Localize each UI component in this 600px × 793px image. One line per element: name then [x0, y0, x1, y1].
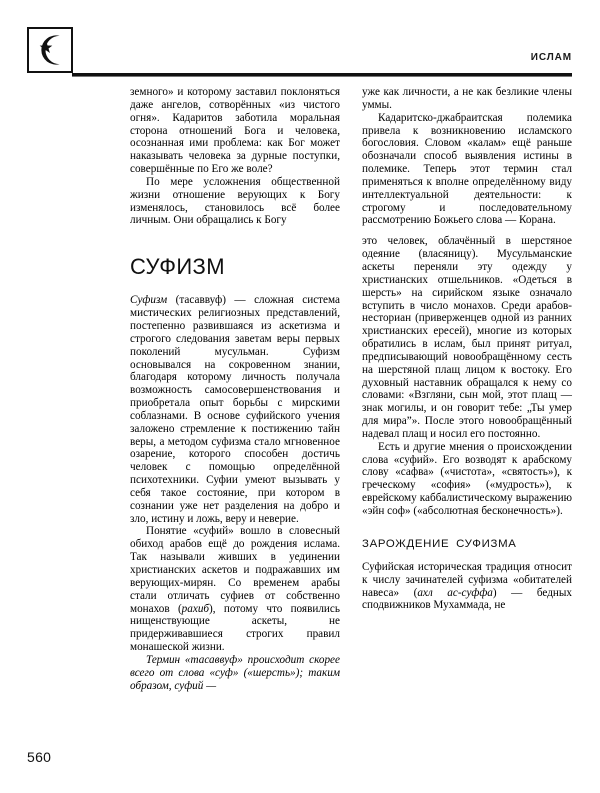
paragraph-sufism-definition-text: (тасаввуф) — сложная система мистических религиозных представлений, постепенно развившаяся из аскетизма и строгого следования заветам веры первых поколений мусульман. Суфизм основывался на сокровенном знании, благодаря которому личность получала возможность самосовершенствования и приобретала опыт борьбы с мирскими соблазнами. В основе суфийского учения заложено стремление к постижению тайн веры, а методом суфизма стало мгновенное озарение, которого способен достичь человек с помощью определённой психотехники. Суфии умеют вызывать у себя такое состояние, при котором в сознании уже нет разделения на добро и зло, истину и ложь, веру и неверие. [130, 294, 340, 525]
paragraph-sufi-origins [362, 561, 572, 612]
header-emblem-box [27, 27, 73, 73]
header-divider-rule [72, 73, 572, 76]
running-header-title: ИСЛАМ [530, 52, 572, 63]
paragraph-woolen-garb: это человек, облачённый в шерстяное одеяние (власяницу). Мусульманские аскеты переняли эту одежду у христианских отшельников. «Одеться в шерсть» на сирийском языке означало вступить в число монахов. Среди арабов-несториан (приверженцев одной из ранних христианских ересей), многие из которых обратились в ислам, был принят ритуал, предписывающий новообращённому сесть на шерстяной плащ лицом к востоку. Его духовный наставник обращался к нему со словами: «Взгляни, сын мой, этот плащ — знак могилы, и он говорит тебе: „Ты умер для мира”». После этого новообращённый надевал плащ и носил его постоянно. [362, 235, 572, 440]
paragraph-sufi-origins-end: ) — бедных сподвижников Мухаммада, не [362, 586, 572, 612]
paragraph: По мере усложнения общественной жизни отношение верующих к Богу изменялось, становилось всё более личным. Они обращались к Богу [130, 175, 340, 227]
paragraph-kalam: Кадаритско-джабраитская полемика привела к возникновению исламского богословия. Словом «калам» ещё раньше обозначали способ выявления истины в полемике. Теперь этот термин стал применяться к вполне определённому виду интеллектуальной деятельности: к строгому и последовательному рассмотрению Божьего слова — Корана. [362, 111, 572, 227]
term-rahib: рахиб [181, 602, 210, 615]
column-left [130, 86, 340, 746]
column-right [362, 86, 572, 746]
paragraph-sufism-definition [130, 294, 340, 525]
paragraph-tasavvuf-term: Термин «тасаввуф» происходит скорее всего от слова «суф» («шерсть»); таким образом, суфий — [130, 653, 340, 692]
section-heading-sufizm: СУФИЗМ [130, 254, 225, 280]
term-ahl-as-suffa: ахл ас-суффа [417, 586, 493, 599]
paragraph-continuation: земного» и которому заставил поклоняться даже ангелов, сотворённых «из чистого огня». Кадаритов заботила моральная сторона отношений Бога и человека, осознанная ими проблема: как Бог может наказывать человека за дурные поступки, совершённые по Его же воле? [130, 86, 340, 176]
paragraph-sufi-origins-start: Суфийская историческая традиция относит к числу зачинателей суфизма «обитателей навеса» ( [362, 560, 572, 599]
crescent-star-icon [29, 29, 71, 71]
paragraph-continuation: уже как личности, а не как безликие члены уммы. [362, 86, 572, 111]
paragraph-etymology: Есть и другие мнения о происхождении слова «суфий». Его возводят к арабскому слову «сафва» («чистота», «святость»), к греческому «софия» («мудрость»), к еврейскому каббалистическому выражению «эйн соф» («абсолютная бесконечность»). [362, 440, 572, 517]
term-sufizm: Суфизм [130, 294, 168, 307]
page-number: 560 [27, 749, 52, 765]
paragraph-sufi-notion-tail: ), потому что появились нищенствующие аскеты, не придерживавшиеся строгих правил монашеской жизни. [130, 602, 340, 654]
body-columns [130, 86, 572, 746]
page-header [0, 0, 600, 80]
paragraph-sufi-notion [130, 525, 340, 653]
column-spacer [362, 227, 572, 235]
subsection-heading-zarozhdenie-sufizma: ЗАРОЖДЕНИЕ СУФИЗМА [362, 537, 517, 550]
paragraph-sufi-notion-text: Понятие «суфий» вошло в словесный обиход арабов ещё до рождения ислама. Так называли живших в уединении христианских аскетов и подражавших им верующих-мирян. Со временем арабы стали отличать суфиев от собственно монахов ( [130, 525, 340, 615]
